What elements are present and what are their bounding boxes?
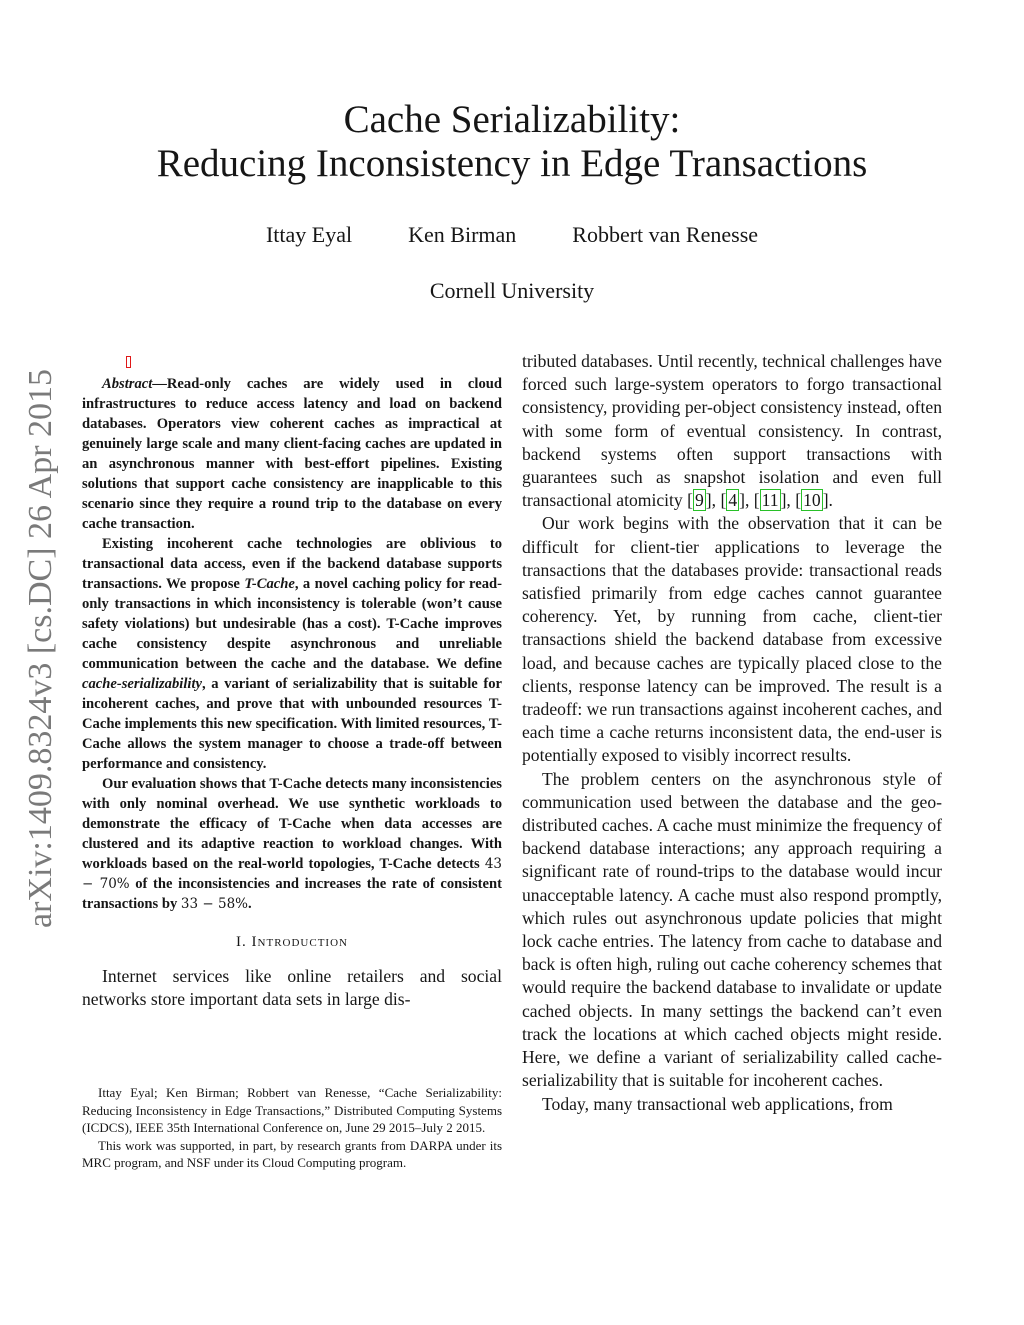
citation-link[interactable]: 10 (803, 490, 821, 511)
footnotes (82, 1084, 502, 1172)
detection-range: 43 − 70% (82, 856, 502, 892)
citation-link[interactable]: 4 (728, 490, 738, 511)
title-line-2: Reducing Inconsistency in Edge Transactions (156, 142, 868, 185)
author: Ittay Eyal (265, 222, 353, 247)
affiliation: Cornell University (429, 278, 595, 303)
title-line-1: Cache Serializability: (343, 98, 681, 141)
left-column (82, 374, 502, 1011)
body-paragraph: Today, many transactional web applications, from (542, 1093, 893, 1114)
footnote-citation: Ittay Eyal; Ken Birman; Robbert van Renesse, “Cache Serializability: Reducing Inconsistency in Edge Transactions,” Distributed Computing Systems (ICDCS), IEEE 35th International Conference on, June 29 2015–July 2 2015. (82, 1085, 502, 1135)
citation-link[interactable]: 9 (695, 490, 704, 511)
cache-serializability-term: cache-serializability (82, 676, 202, 692)
abstract-paragraph: Existing incoherent cache technologies are oblivious to transactional data access, even if the backend database supports transactions. We propose T-Cache, a novel caching policy for read-only transactions in which inconsistency is tolerable (won’t cause safety violations) but undesirable (has a cost). T-Cache improves cache consistency despite asynchronous and unreliable communication between the cache and the database. We define cache-serializability, a variant of serializability that is suitable for incoherent caches, and prove that with unbounded resources T-Cache implements this new specification. With limited resources, T-Cache allows the system manager to choose a trade-off between performance and consistency. (82, 536, 502, 772)
paper-title (0, 98, 1024, 186)
citation-link[interactable]: 11 (761, 490, 779, 511)
body-paragraph: The problem centers on the asynchronous style of communication used between the database and the geo-distributed caches. A cache must minimize the frequency of backend database interactions; any approach requiring a significant rate of round-trips to the database would incur unacceptable latency. A cache must also respond promptly, which rules out asynchronous update policies that might lock cache entries. The latency from cache to database and back is often high, ruling out cache coherency schemes that would require the backend database to invalidate or update cached objects. In many settings the backend can’t even track the locations at which cached objects might reside. Here, we define a variant of serializability called cache-serializability that is suitable for incoherent caches. (522, 768, 942, 1091)
section-heading: I. Introduction (236, 934, 348, 950)
arxiv-stamp: arXiv:1409.8324v3 [cs.DC] 26 Apr 2015 (22, 368, 59, 928)
author: Robbert van Renesse (572, 222, 759, 247)
tcache-term: T-Cache (244, 576, 295, 592)
abstract-paragraph: Our evaluation shows that T-Cache detects many inconsistencies with only nominal overhead. We use synthetic workloads to demonstrate the efficacy of T-Cache when data accesses are clustered and its adaptive reaction to workload changes. With workloads based on the real-world topologies, T-Cache detects 43 − 70% of the inconsistencies and increases the rate of consistent transactions by 33 − 58%. (82, 776, 502, 912)
body-paragraph: Internet services like online retailers and social networks store important data sets in large dis- (82, 966, 502, 1010)
author-list (0, 222, 1024, 248)
abstract-paragraph: Abstract—Read-only caches are widely used in cloud infrastructures to reduce access latency and load on backend databases. Operators view coherent caches as impractical at genuinely large scale and many client-facing caches are updated in an asynchronous manner with best-effort pipelines. Existing solutions that support cache consistency are inapplicable to this scenario since they require a round trip to the database on every cache transaction. (82, 376, 502, 532)
abstract (82, 374, 502, 914)
author: Ken Birman (408, 222, 517, 247)
intro-left-text (82, 965, 502, 1011)
improvement-range: 33 − 58% (180, 896, 248, 912)
hyperlink-marker-icon[interactable] (126, 356, 131, 368)
abstract-label: Abstract (102, 376, 153, 392)
footnote-funding: This work was supported, in part, by research grants from DARPA under its MRC program, and NSF under its Cloud Computing program. (82, 1137, 502, 1170)
body-paragraph: Our work begins with the observation that it can be difficult for client-tier applications to leverage the transactions that the databases provide: transactional reads satisfied primarily from edge caches cannot guarantee coherency. Yet, by running from cache, client-tier transactions shield the backend database from excessive load, and because caches are typically placed close to the clients, response latency can be improved. The result is a tradeoff: we run transactions against incoherent caches, and each time a cache returns inconsistent data, the end-user is potentially exposed to visibly incorrect results. (522, 513, 942, 766)
right-column (522, 350, 942, 1116)
body-paragraph: tributed databases. Until recently, technical challenges have forced such large-system operators to forgo transactional consistency, providing per-object consistency instead, often with some form of eventual consistency. In contrast, backend systems often support transactions with guarantees such as snapshot isolation and even full transactional atomicity [ 9 ], [ 4 ], [ 11 ], [ 10 ]. (522, 351, 942, 511)
